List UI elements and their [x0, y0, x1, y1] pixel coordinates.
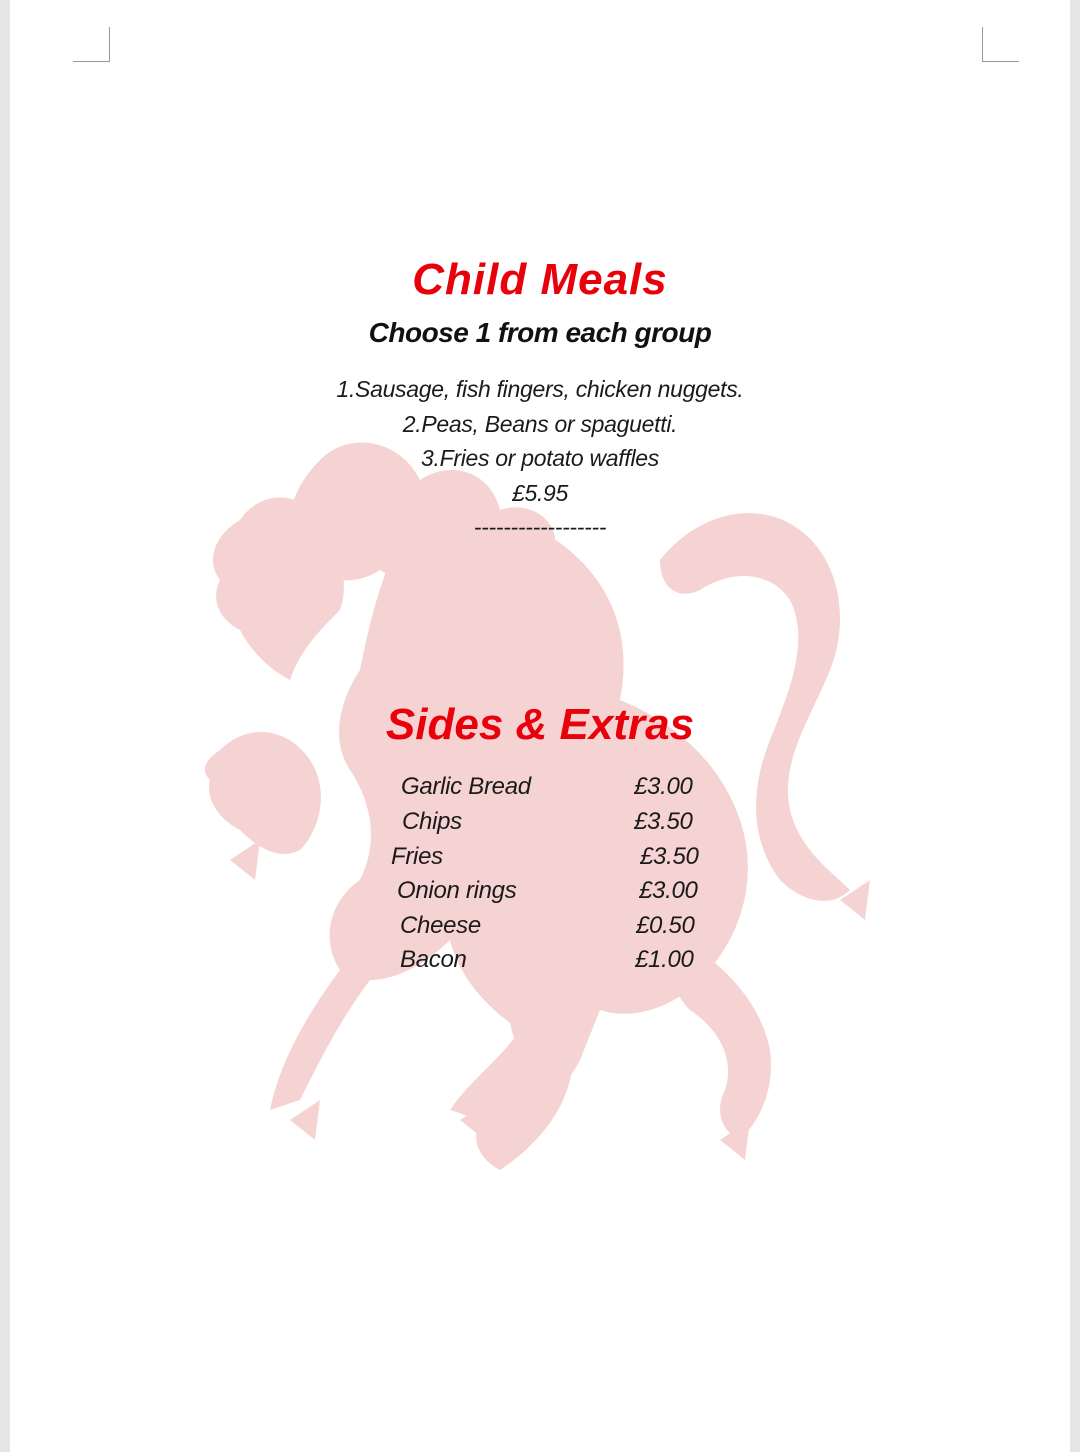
side-item-price: £3.50	[634, 808, 693, 835]
side-item-price: £3.50	[640, 843, 699, 870]
side-item-name: Cheese	[400, 912, 481, 939]
side-item-name: Garlic Bread	[401, 773, 531, 800]
side-item-price: £1.00	[635, 946, 694, 973]
side-item-price: £3.00	[634, 773, 693, 800]
sides-extras-title: Sides & Extras	[385, 700, 695, 749]
side-item-name: Bacon	[400, 946, 467, 973]
page-corner-marker-top-left	[73, 27, 110, 62]
side-item-price: £0.50	[636, 912, 695, 939]
meal-option-line: 3.Fries or potato waffles	[421, 445, 659, 471]
child-meals-subtitle: Choose 1 from each group	[368, 317, 712, 348]
separator-dashes: ------------------	[473, 514, 607, 540]
side-item-name: Fries	[391, 843, 443, 870]
side-item-price: £3.00	[639, 877, 698, 904]
side-item-name: Chips	[402, 808, 462, 835]
meal-option-line: 1.Sausage, fish fingers, chicken nuggets.	[336, 376, 744, 402]
side-item-name: Onion rings	[397, 877, 517, 904]
meal-price: £5.95	[511, 480, 569, 506]
meal-option-line: 2.Peas, Beans or spaguetti.	[402, 411, 678, 437]
child-meals-title: Child Meals	[412, 255, 668, 304]
page-corner-marker-top-right	[982, 27, 1019, 62]
